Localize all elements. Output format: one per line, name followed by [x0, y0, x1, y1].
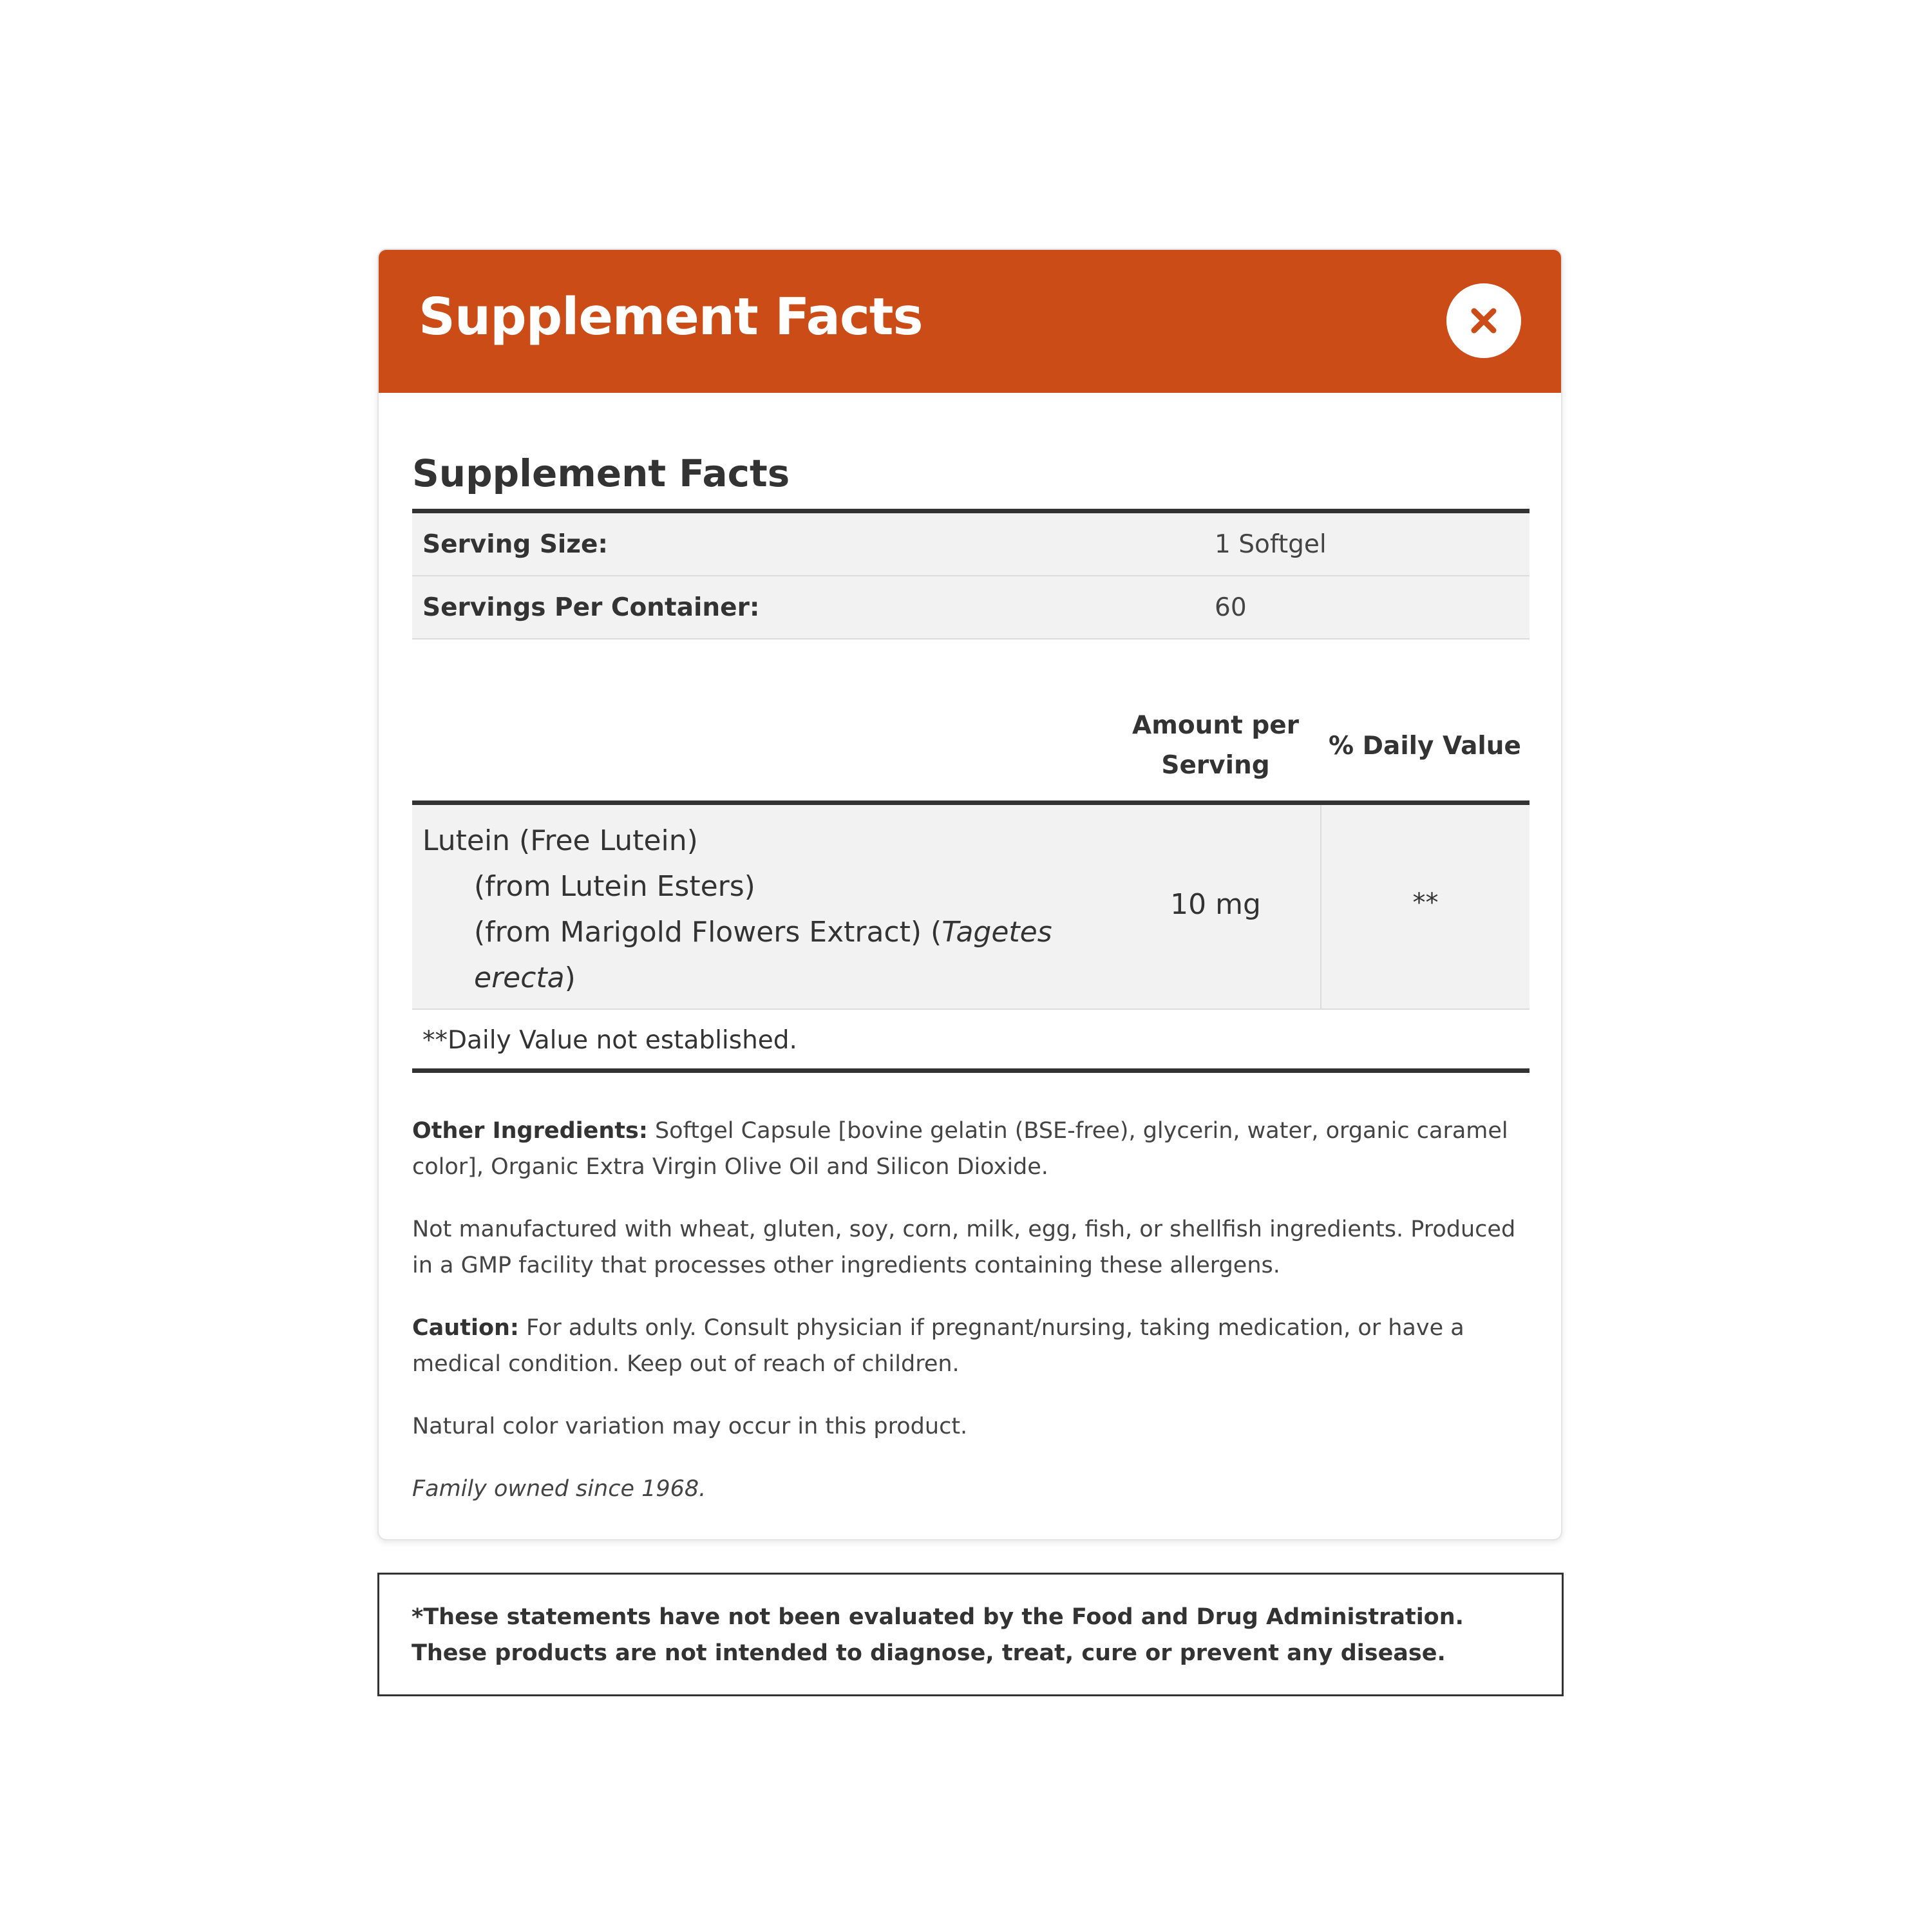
family-owned-note: Family owned since 1968. [412, 1476, 706, 1502]
other-ingredients-label: Other Ingredients: [412, 1118, 648, 1144]
facts-title: Supplement Facts [412, 451, 790, 495]
caution-label: Caution: [412, 1315, 519, 1341]
nutrient-row [412, 805, 1530, 1010]
serving-size-label: Serving Size: [422, 529, 609, 559]
modal-title: Supplement Facts [419, 287, 923, 346]
allergen-statement: Not manufactured with wheat, gluten, soy, corn, milk, egg, fish, or shellfish ingredients. Produced in a GMP facility that processes other ingredients containing these allergens. [412, 1217, 1516, 1278]
nutrient-source-3-suffix: ) [564, 961, 576, 994]
servings-per-container-label: Servings Per Container: [422, 592, 760, 622]
nutrient-source-3 [422, 955, 1111, 1001]
nutrient-amount: 10 mg [1111, 805, 1321, 1009]
amount-per-serving-header [1111, 706, 1320, 786]
nutrient-daily-value: ** [1412, 888, 1439, 918]
servings-per-container-value: 60 [1215, 592, 1247, 622]
fda-disclaimer: *These statements have not been evaluated by the Food and Drug Administration. These products are not intended to diagnose, treat, cure or prevent any disease. [377, 1573, 1564, 1696]
modal-header [379, 250, 1561, 393]
close-icon [1469, 306, 1499, 336]
serving-table [412, 509, 1530, 639]
close-button[interactable] [1446, 283, 1521, 358]
modal-body [379, 393, 1561, 1539]
caution-statement [412, 1310, 1530, 1382]
other-ingredients-text: Softgel Capsule [bovine gelatin (BSE-free), glycerin, water, organic caramel color], Organic Extra Virgin Olive Oil and Silicon Dioxide. [412, 1118, 1508, 1180]
serving-size-value: 1 Softgel [1215, 529, 1327, 559]
caution-text: For adults only. Consult physician if pregnant/nursing, taking medication, or have a medical condition. Keep out of reach of children. [412, 1315, 1464, 1377]
nutrient-name [412, 805, 1111, 1009]
serving-size-row [412, 513, 1530, 576]
nutrient-source-2 [422, 909, 1111, 955]
nutrient-name-main: Lutein (Free Lutein) [422, 824, 698, 857]
nutrient-table-header [412, 691, 1530, 805]
amount-header-line2: Serving [1161, 751, 1270, 780]
nutrient-source-2-text: (from Marigold Flowers Extract) ( [474, 916, 942, 949]
nutrient-source-1: (from Lutein Esters) [474, 870, 755, 903]
species-genus: Tagetes [942, 916, 1052, 949]
amount-header-line1: Amount per [1132, 711, 1299, 740]
daily-value-header: % Daily Value [1328, 731, 1522, 761]
servings-per-container-row [412, 576, 1530, 639]
daily-value-note: **Daily Value not established. [412, 1010, 1530, 1073]
other-ingredients [412, 1113, 1530, 1185]
species-epithet: erecta [474, 961, 565, 994]
supplement-facts-modal [377, 249, 1562, 1540]
color-variation-note: Natural color variation may occur in this product. [412, 1414, 968, 1439]
